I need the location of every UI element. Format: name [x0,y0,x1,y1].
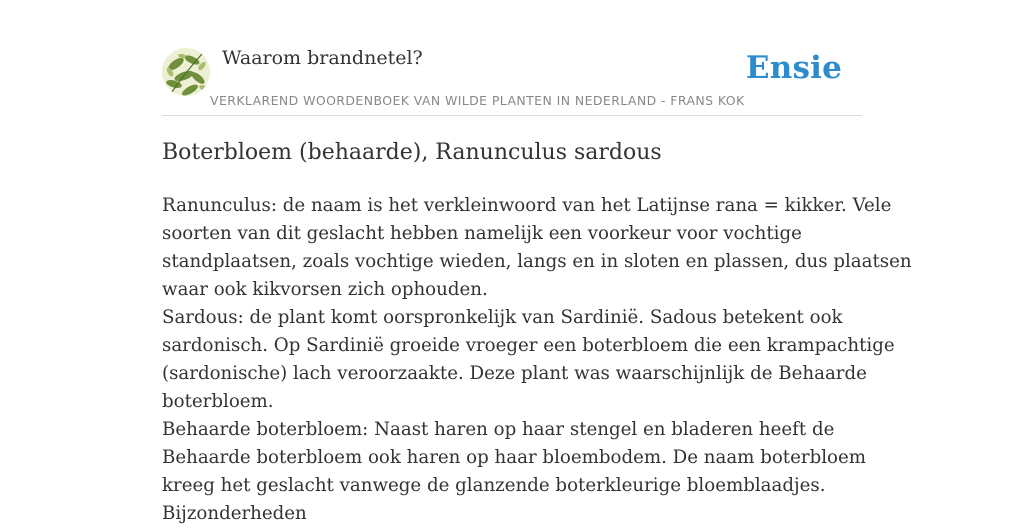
definition-line: Behaarde boterbloem: Naast haren op haar stengel en bladeren heeft de [162,419,835,440]
definition-line: Sardous: de plant komt oorspronkelijk van Sardinië. Sadous betekent ook [162,307,843,328]
dictionary-subtitle[interactable]: VERKLAREND WOORDENBOEK VAN WILDE PLANTEN IN NEDERLAND - FRANS KOK [210,93,745,108]
definition-line: sardonisch. Op Sardinië groeide vroeger een boterbloem die een krampachtige [162,335,895,356]
definition-line: (sardonische) lach veroorzaakte. Deze plant was waarschijnlijk de Behaarde [162,363,867,384]
definition-line: Behaarde boterbloem ook haren op haar bloembodem. De naam boterbloem [162,447,866,468]
entry-definition [162,192,912,528]
page-header [162,44,862,116]
definition-line: standplaatsen, zoals vochtige wieden, langs en in sloten en plassen, dus plaatsen [162,251,912,272]
definition-line: kreeg het geslacht vanwege de glanzende boterkleurige bloemblaadjes. [162,475,826,496]
site-title[interactable]: Waarom brandnetel? [222,47,423,69]
ensie-logo[interactable]: Ensie [745,50,842,86]
definition-line: waar ook kikvorsen zich ophouden. [162,279,488,300]
plant-avatar-image [162,48,210,96]
definition-line: boterbloem. [162,391,274,412]
definition-line: Ranunculus: de naam is het verkleinwoord van het Latijnse rana = kikker. Vele [162,195,892,216]
definition-line: Bijzonderheden [162,503,307,524]
header-divider [162,115,862,116]
entry-title: Boterbloem (behaarde), Ranunculus sardous [162,140,662,165]
definition-line: soorten van dit geslacht hebben namelijk een voorkeur voor vochtige [162,223,802,244]
